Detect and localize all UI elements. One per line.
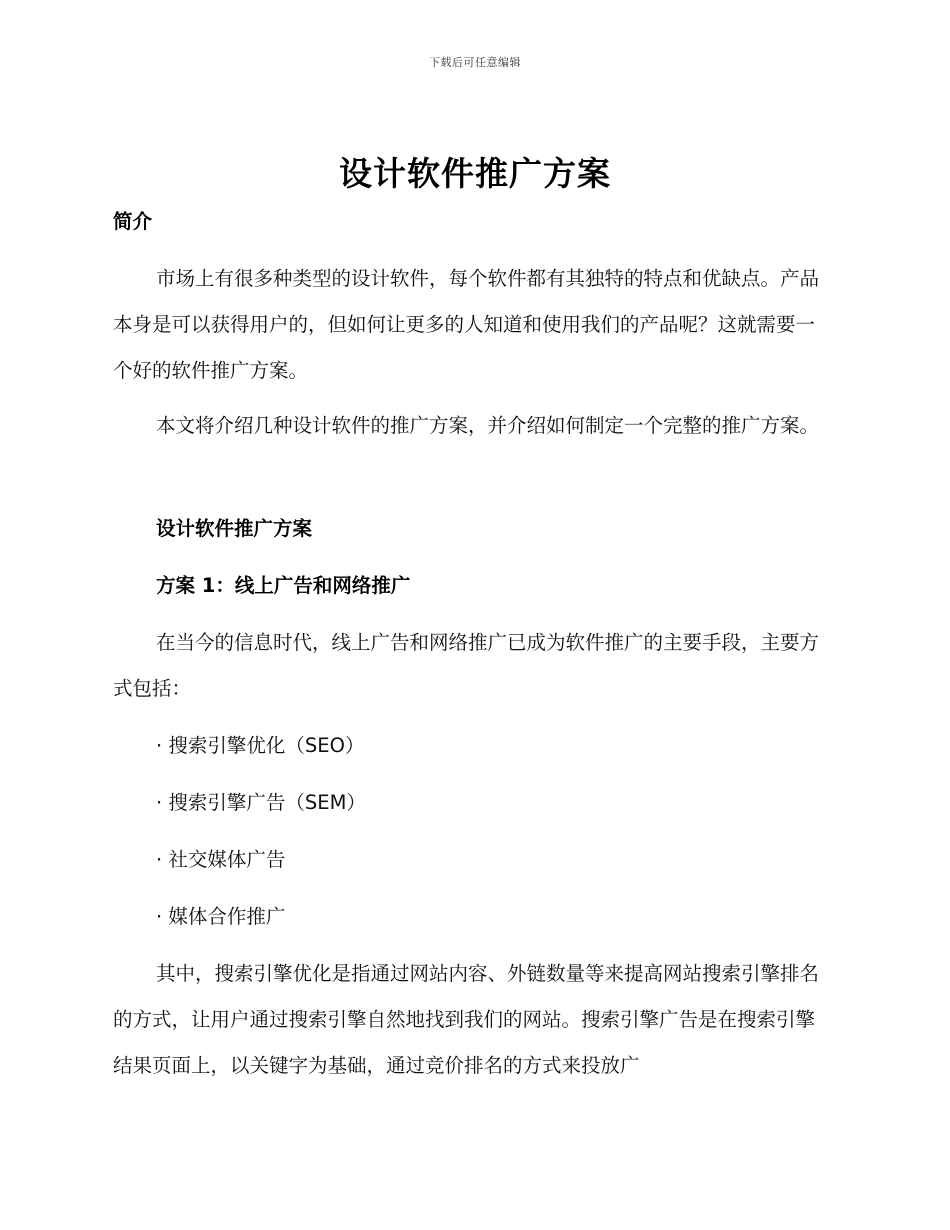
page-header-note: 下载后可任意编辑	[429, 56, 521, 69]
intro-heading: 简介	[113, 210, 153, 233]
intro-paragraph-1: 市场上有很多种类型的设计软件，每个软件都有其独特的特点和优缺点。产品本身是可以获得用户的，但如何让更多的人知道和使用我们的产品呢？这就需要一个好的软件推广方案。	[113, 267, 820, 382]
list-item: · 搜索引擎广告（SEM）	[156, 791, 366, 814]
list-item: · 搜索引擎优化（SEO）	[156, 734, 365, 757]
plan1-paragraph-2: 其中，搜索引擎优化是指通过网站内容、外链数量等来提高网站搜索引擎排名的方式，让用户通过搜索引擎自然地找到我们的网站。搜索引擎广告是在搜索引擎结果页面上，以关键字为基础，通过竞价排名的方式来投放广	[113, 962, 820, 1077]
plan1-heading: 方案 1：线上广告和网络推广	[156, 574, 411, 597]
plans-heading: 设计软件推广方案	[156, 517, 313, 540]
list-item: · 社交媒体广告	[156, 848, 286, 871]
intro-paragraph-2: 本文将介绍几种设计软件的推广方案，并介绍如何制定一个完整的推广方案。	[156, 414, 820, 437]
document-title: 设计软件推广方案	[339, 154, 611, 193]
list-item: · 媒体合作推广	[156, 905, 286, 928]
plan1-paragraph-1: 在当今的信息时代，线上广告和网络推广已成为软件推广的主要手段，主要方式包括：	[113, 631, 820, 700]
